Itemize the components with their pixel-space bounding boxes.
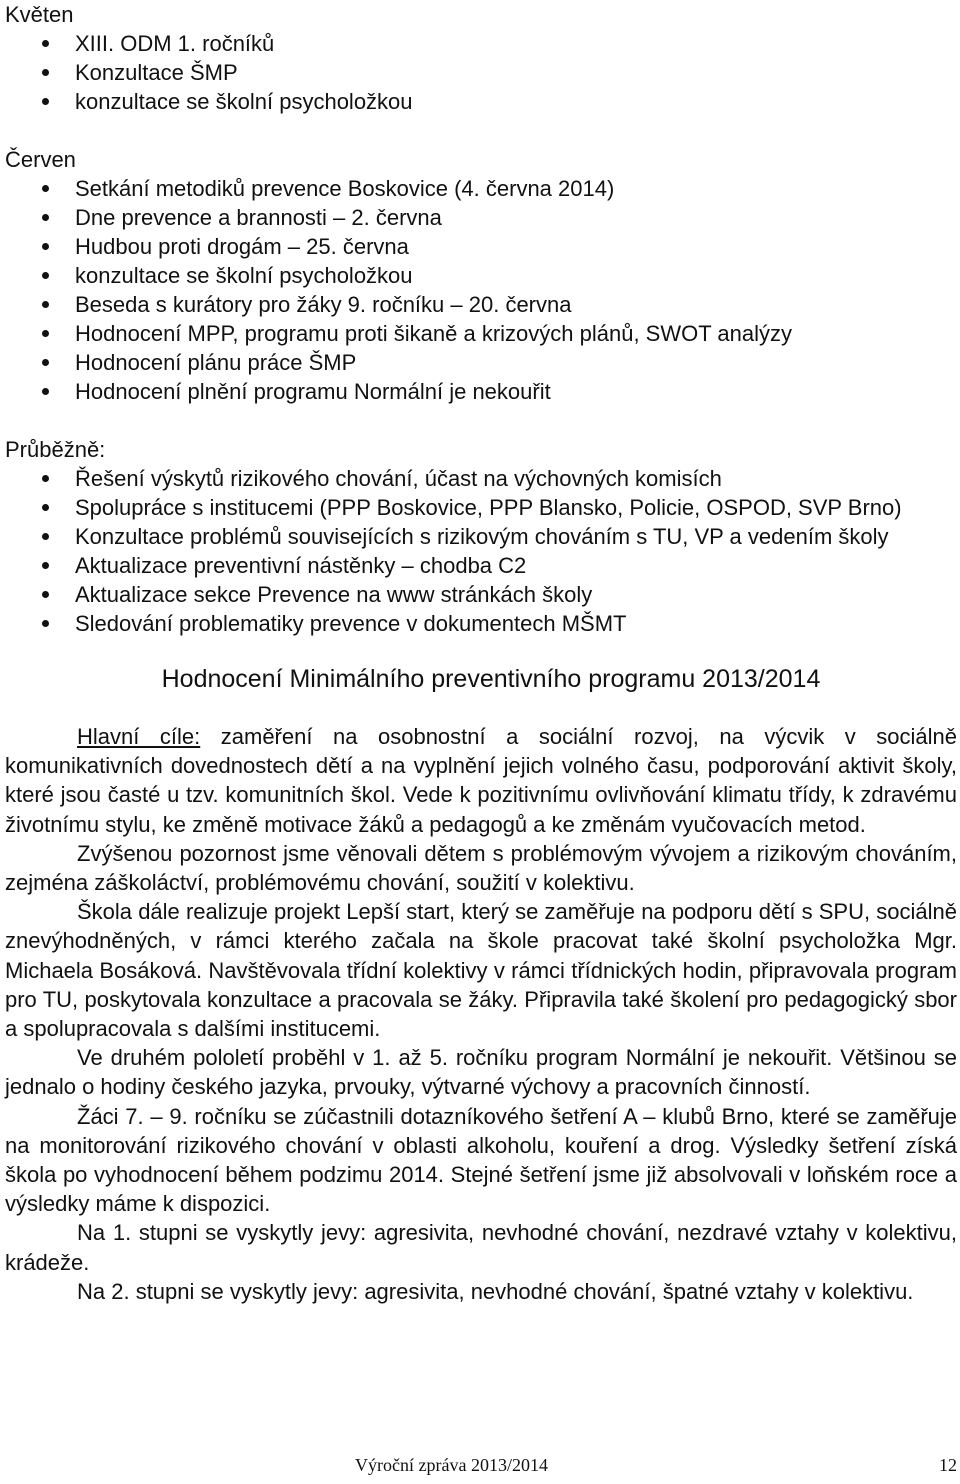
goals-text: zaměření na osobnostní a sociální rozvoj, na výcvik v sociálně komunikativních dovednostech dětí a na vyplnění jejich volného času, podporování aktivit školy, které jsou časté u tzv. komunitních škol. Vede k pozitivnímu ovlivňování klimatu třídy, k zdravému životnímu stylu, ke změně motivace žáků a pedagogů a ke změnám vyučovacích metod. — [5, 724, 957, 837]
evaluation-body — [5, 722, 957, 1306]
page-footer — [0, 1455, 960, 1479]
list-item: Hudbou proti drogám – 25. června — [5, 232, 957, 261]
section-heading-ongoing: Průběžně: — [5, 437, 106, 462]
list-item: Beseda s kurátory pro žáky 9. ročníku – 20. června — [5, 290, 957, 319]
list-item: Hodnocení MPP, programu proti šikaně a krizových plánů, SWOT analýzy — [5, 319, 957, 348]
list-item: Řešení výskytů rizikového chování, účast na výchovných komisích — [5, 464, 957, 493]
section-may — [5, 0, 957, 116]
paragraph: Zvýšenou pozornost jsme věnovali dětem s problémovým vývojem a rizikovým chováním, zejména záškoláctví, problémovému chování, soužití v kolektivu. — [5, 840, 957, 896]
bullet-list-june — [5, 174, 957, 406]
paragraph: Ve druhém pololetí proběhl v 1. až 5. ročníku program Normální je nekouřit. Většinou se jednalo o hodiny českého jazyka, prvouky, výtvarné výchovy a pracovních činností. — [5, 1045, 957, 1100]
list-item: Aktualizace sekce Prevence na www stránkách školy — [5, 580, 957, 609]
paragraph: Žáci 7. – 9. ročníku se zúčastnili dotazníkového šetření A – klubů Brno, které se zaměřuje na monitorování rizikového chování v oblasti alkoholu, kouření a drog. Výsledky šetření získá škola po vyhodnocení během podzimu 2014. Stejné šetření jsme již absolvovali v loňském roce a výsledky máme k dispozici. — [5, 1103, 957, 1217]
section-ongoing — [5, 435, 957, 638]
evaluation-title: Hodnocení Minimálního preventivního programu 2013/2014 — [161, 665, 821, 693]
list-item: XIII. ODM 1. ročníků — [5, 29, 957, 58]
footer-document-title: Výroční zpráva 2013/2014 — [355, 1455, 548, 1475]
list-item: Dne prevence a brannosti – 2. června — [5, 203, 957, 232]
list-item: Hodnocení plnění programu Normální je nekouřit — [5, 377, 957, 406]
list-item: Konzultace ŠMP — [5, 58, 957, 87]
list-item: Konzultace problémů souvisejících s rizikovým chováním s TU, VP a vedením školy — [5, 522, 957, 551]
bullet-list-ongoing — [5, 464, 957, 638]
list-item: Sledování problematiky prevence v dokumentech MŠMT — [5, 609, 957, 638]
goals-paragraph — [5, 722, 957, 839]
section-june — [5, 145, 957, 406]
list-item: Setkání metodiků prevence Boskovice (4. června 2014) — [5, 174, 957, 203]
bullet-list-may — [5, 29, 957, 116]
section-heading-may: Květen — [5, 2, 74, 27]
section-heading-june: Červen — [5, 147, 76, 172]
paragraph: Na 1. stupni se vyskytly jevy: agresivita, nevhodné chování, nezdravé vztahy v kolektivu, krádeže. — [5, 1220, 957, 1275]
footer-page-number: 12 — [939, 1455, 957, 1475]
list-item: konzultace se školní psycholožkou — [5, 87, 957, 116]
list-item: konzultace se školní psycholožkou — [5, 261, 957, 290]
list-item: Aktualizace preventivní nástěnky – chodba C2 — [5, 551, 957, 580]
list-item: Hodnocení plánu práce ŠMP — [5, 348, 957, 377]
list-item: Spolupráce s institucemi (PPP Boskovice, PPP Blansko, Policie, OSPOD, SVP Brno) — [5, 493, 957, 522]
paragraph: Škola dále realizuje projekt Lepší start, který se zaměřuje na podporu dětí s SPU, sociálně znevýhodněných, v rámci kterého začala na škole pracovat také školní psycholožka Mgr. Michaela Bosáková. Navštěvovala třídní kolektivy v rámci třídnických hodin, připravovala program pro TU, poskytovala konzultace a pracovala se žáky. Připravila také školení pro pedagogický sbor a spolupracovala s dalšími institucemi. — [5, 899, 957, 1042]
document-page — [5, 0, 957, 1306]
paragraph: Na 2. stupni se vyskytly jevy: agresivita, nevhodné chování, špatné vztahy v kolektivu. — [77, 1278, 914, 1304]
goals-label: Hlavní cíle: — [77, 724, 201, 749]
